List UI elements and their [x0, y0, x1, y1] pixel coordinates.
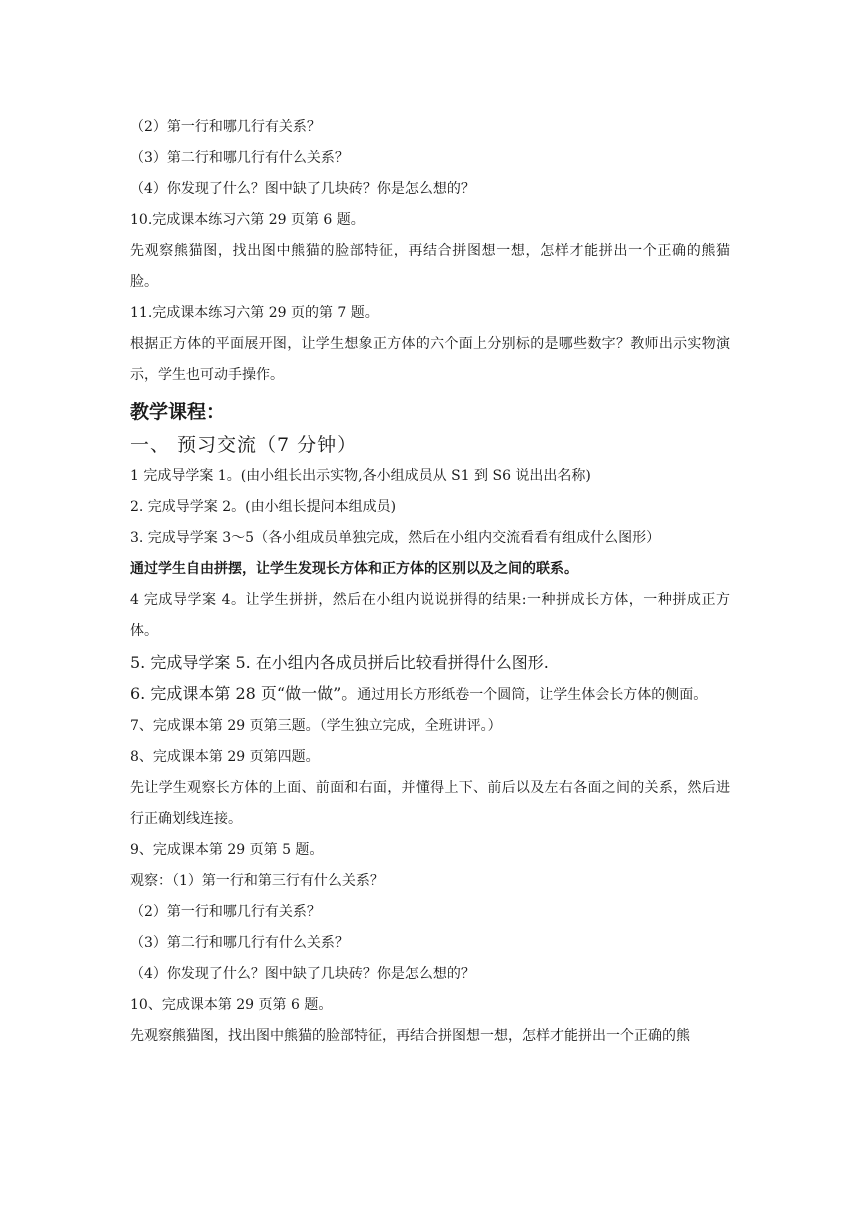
step-2: 2. 完成导学案 2。(由小组长提问本组成员) [130, 499, 397, 515]
step-3: 3. 完成导学案 3～5（各小组成员单独完成，然后在小组内交流看看有组成什么图形） [130, 530, 661, 546]
item-10-description: 先观察熊猫图，找出图中熊猫的脸部特征，再结合拼图想一想，怎样才能拼出一个正确的熊猫脸。 [130, 243, 730, 290]
step-7: 7、完成课本第 29 页第三题。（学生独立完成，全班讲评。） [130, 718, 502, 734]
step-1: 1 完成导学案 1。(由小组长出示实物,各小组成员从 S1 到 S6 说出出名称) [130, 468, 591, 484]
document-page [130, 112, 730, 1052]
step-9-question-1: 观察：（1）第一行和第三行有什么关系？ [130, 873, 384, 889]
step-10-description: 先观察熊猫图，找出图中熊猫的脸部特征，再结合拼图想一想，怎样才能拼出一个正确的熊 [130, 1028, 690, 1044]
question-2: （2）第一行和哪几行有关系？ [130, 119, 321, 135]
question-3: （3）第二行和哪几行有什么关系？ [130, 150, 349, 166]
step-9-question-2: （2）第一行和哪几行有关系？ [130, 904, 321, 920]
course-heading: 教学课程： [130, 401, 226, 423]
section-1-title: 一、 预习交流（7 分钟） [130, 434, 358, 456]
step-9: 9、完成课本第 29 页第 5 题。 [130, 842, 324, 858]
step-4: 4 完成导学案 4。让学生拼拼，然后在小组内说说拼得的结果:一种拼成长方体，一种拼成正方体。 [130, 592, 730, 639]
step-8: 8、完成课本第 29 页第四题。 [130, 749, 320, 765]
question-4: （4）你发现了什么？图中缺了几块砖？你是怎么想的？ [130, 181, 475, 197]
step-8-description: 先让学生观察长方体的上面、前面和右面，并懂得上下、前后以及左右各面之间的关系，然后进行正确划线连接。 [130, 780, 730, 827]
step-6 [130, 678, 730, 711]
item-11-description: 根据正方体的平面展开图，让学生想象正方体的六个面上分别标的是哪些数字？教师出示实物演示，学生也可动手操作。 [130, 336, 730, 383]
step-9-question-4: （4）你发现了什么？图中缺了几块砖？你是怎么想的？ [130, 966, 475, 982]
step-6-lead: 6. 完成课本第 28 页“做一做”。 [130, 684, 358, 703]
step-5: 5. 完成导学案 5. 在小组内各成员拼后比较看拼得什么图形. [130, 653, 549, 672]
item-10: 10.完成课本练习六第 29 页第 6 题。 [130, 212, 365, 228]
step-3-note: 通过学生自由拼摆，让学生发现长方体和正方体的区别以及之间的联系。 [130, 561, 578, 577]
step-6-rest: 通过用长方形纸卷一个圆筒，让学生体会长方体的侧面。 [357, 687, 708, 703]
step-10: 10、完成课本第 29 页第 6 题。 [130, 997, 333, 1013]
item-11: 11.完成课本练习六第 29 页的第 7 题。 [130, 305, 379, 321]
step-9-question-3: （3）第二行和哪几行有什么关系？ [130, 935, 349, 951]
